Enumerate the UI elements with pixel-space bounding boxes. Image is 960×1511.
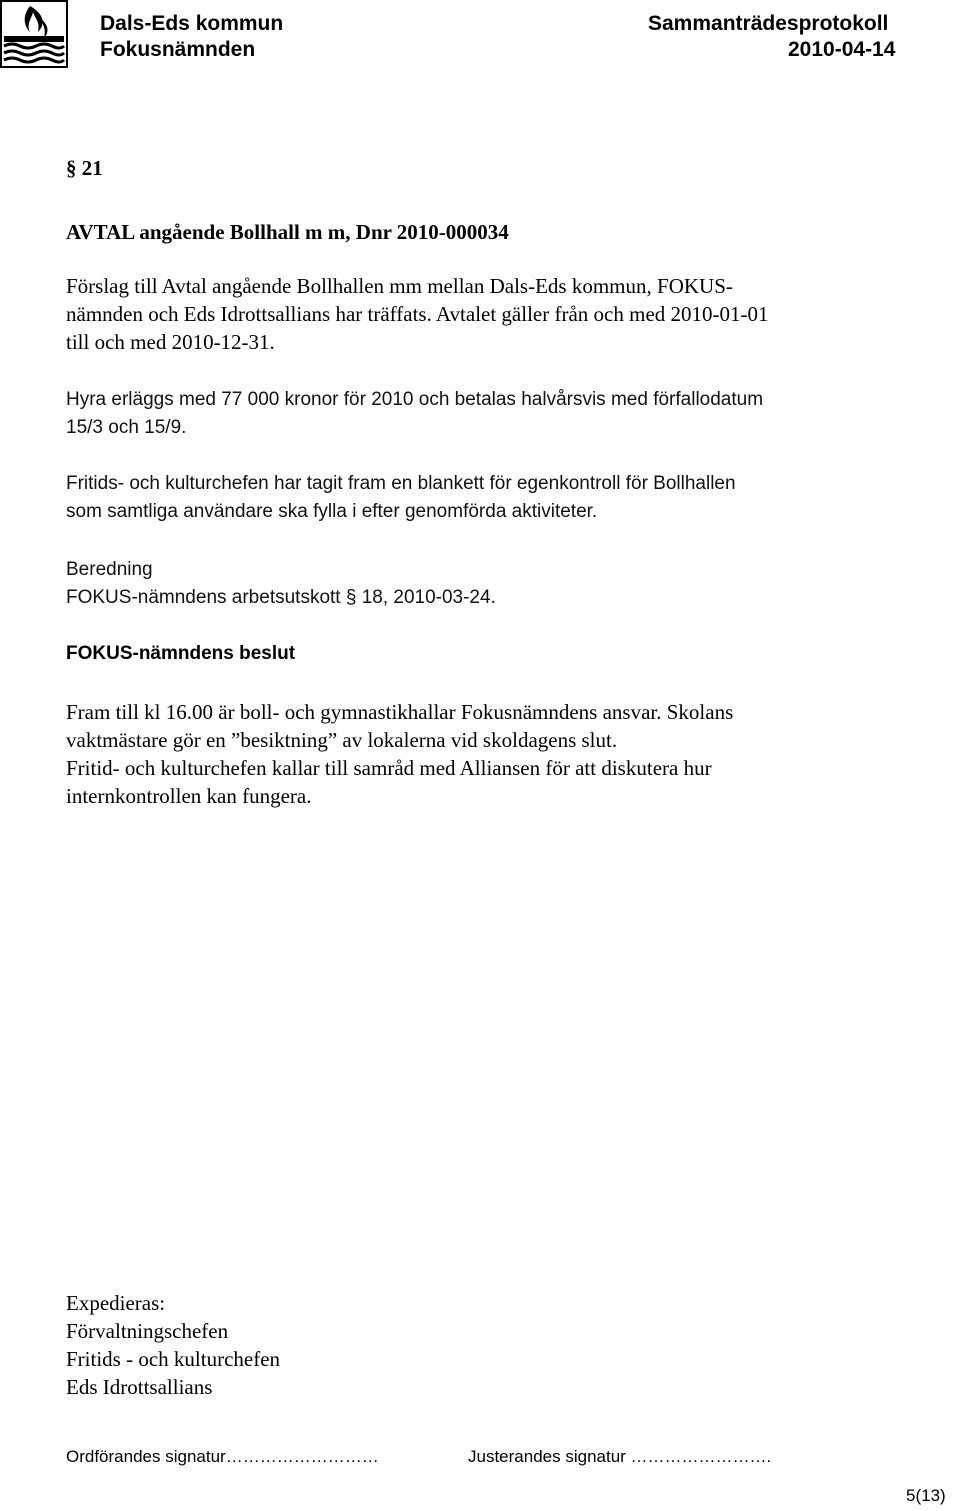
section-title: AVTAL angående Bollhall m m, Dnr 2010-000034: [66, 220, 509, 244]
dispatch-label: Expedieras:: [66, 1291, 166, 1315]
paragraph-line: Hyra erläggs med 77 000 kronor för 2010 och betalas halvårsvis med förfallodatum: [66, 389, 764, 410]
paragraph-line: nämnden och Eds Idrottsallians har träffats. Avtalet gäller från och med 2010-01-01: [66, 302, 769, 326]
paragraph-rent: [66, 386, 763, 442]
page-number: 5(13): [906, 1486, 946, 1505]
dispatch-block: [66, 1289, 280, 1401]
chair-signature: Ordförandes signatur………………………: [66, 1447, 379, 1466]
dispatch-recipient: Fritids - och kulturchefen: [66, 1347, 281, 1371]
paragraph-agreement: [66, 272, 769, 356]
paragraph-line: Fram till kl 16.00 är boll- och gymnastikhallar Fokusnämndens ansvar. Skolans: [66, 700, 734, 724]
paragraph-line: Förslag till Avtal angående Bollhallen mm mellan Dals-Eds kommun, FOKUS-: [66, 274, 733, 298]
adjuster-signature: Justerandes signatur …………………….: [468, 1447, 772, 1466]
paragraph-line: internkontrollen kan fungera.: [66, 784, 312, 808]
paragraph-line: vaktmästare gör en ”besiktning” av lokalerna vid skoldagens slut.: [66, 728, 618, 752]
paragraph-line: till och med 2010-12-31.: [66, 330, 275, 354]
paragraph-line: Fritid- och kulturchefen kallar till samråd med Alliansen för att diskutera hur: [66, 756, 712, 780]
meeting-date: 2010-04-14: [788, 38, 896, 61]
paragraph-line: Fritids- och kulturchefen har tagit fram en blankett för egenkontroll för Bollhallen: [66, 473, 736, 494]
dispatch-recipient: Eds Idrottsallians: [66, 1375, 213, 1399]
paragraph-line: som samtliga användare ska fylla i efter genomförda aktiviteter.: [66, 501, 598, 522]
section-number: § 21: [66, 156, 103, 180]
decision-text: [66, 698, 733, 810]
committee-name: Fokusnämnden: [100, 38, 256, 61]
municipality-name: Dals-Eds kommun: [100, 12, 284, 35]
paragraph-line: 15/3 och 15/9.: [66, 417, 187, 438]
municipality-logo: [0, 0, 68, 68]
preparation-block: [66, 556, 496, 612]
preparation-text: FOKUS-nämndens arbetsutskott § 18, 2010-03-24.: [66, 587, 496, 608]
decision-heading: FOKUS-nämndens beslut: [66, 643, 296, 664]
dispatch-recipient: Förvaltningschefen: [66, 1319, 229, 1343]
document-type: Sammanträdesprotokoll: [648, 12, 889, 35]
preparation-label: Beredning: [66, 559, 153, 580]
paragraph-self-control: [66, 470, 736, 526]
